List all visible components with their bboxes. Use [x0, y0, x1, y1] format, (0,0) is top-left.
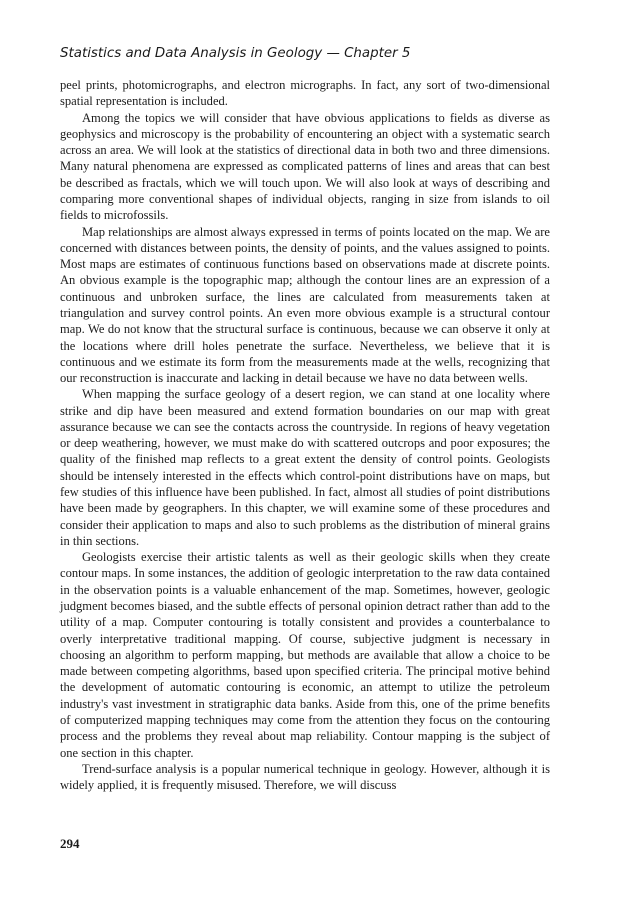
paragraph-continuation: peel prints, photomicrographs, and electron micrographs. In fact, any sort of two-dimensional spatial representation is included.	[60, 78, 550, 109]
paragraph-map-relationships: Map relationships are almost always expressed in terms of points located on the map. We are concerned with distances between points, the density of points, and the values assigned to points. Most maps are estimates of continuous functions based on observations made at discrete points. An obvious example is the topographic map; although the contour lines are an expression of a continuous and unbroken surface, the lines are calculated from measurements taken at triangulation and survey control points. An even more obvious example is a structural contour map. We do not know that the structural surface is continuous, because we can observe it only at the locations where drill holes penetrate the surface. Nevertheless, we believe that it is continuous and we estimate its form from the measurements made at the wells, recognizing that our reconstruction is inaccurate and lacking in detail because we have no data between wells.	[60, 224, 550, 386]
page-number: 294	[60, 836, 80, 851]
paragraph-topics: Among the topics we will consider that have obvious applications to fields as diverse as geophysics and microscopy is the probability of encountering an object with a systematic search across an area. We will look at the statistics of directional data in both two and three dimensions. Many natural phenomena are expressed as complicated patterns of lines and areas that can best be described as fractals, which we will touch upon. We will also look at ways of describing and comparing more conventional shapes of individual objects, ranging in size from islands to oil fields to microfossils.	[60, 110, 550, 223]
paragraph-trend-surface: Trend-surface analysis is a popular numerical technique in geology. However, although it is widely applied, it is frequently misused. Therefore, we will discuss	[60, 761, 550, 793]
running-head: Statistics and Data Analysis in Geology — Chapter 5	[60, 46, 411, 61]
paragraph-surface-geology: When mapping the surface geology of a desert region, we can stand at one locality where strike and dip have been measured and extend formation boundaries on our map with great assurance because we can see the contacts across the countryside. In regions of heavy vegetation or deep weathering, however, we must make do with scattered outcrops and poor exposures; the quality of the finished map reflects to a great extent the density of control points. Geologists should be intensely interested in the effects which control-point distributions have on maps, but few studies of this influence have been published. In fact, almost all studies of point distributions have been made by geographers. In this chapter, we will examine some of these procedures and consider their application to maps and also to such problems as the distribution of mineral grains in thin sections.	[60, 387, 550, 548]
paragraph-contour-maps: Geologists exercise their artistic talents as well as their geologic skills when they create contour maps. In some instances, the addition of geologic interpretation to the raw data contained in the observation points is a valuable enhancement of the map. Sometimes, however, geologic judgment becomes biased, and the subtle effects of personal opinion detract rather than add to the utility of a map. Computer contouring is totally consistent and provides a counterbalance to overly interpretative traditional mapping. Of course, subjective judgment is necessary in choosing an algorithm to perform mapping, but methods are available that allow a choice to be made between competing algorithms, based upon specified criteria. The principal motive behind the development of automatic contouring is economic, an attempt to utilize the petroleum industry's vast investment in stratigraphic data banks. Aside from this, one of the prime benefits of computerized mapping techniques may come from the attention they focus on the contouring process and the problems they reveal about map reliability. Contour mapping is the subject of one section in this chapter.	[60, 550, 550, 760]
body-text	[60, 77, 550, 793]
